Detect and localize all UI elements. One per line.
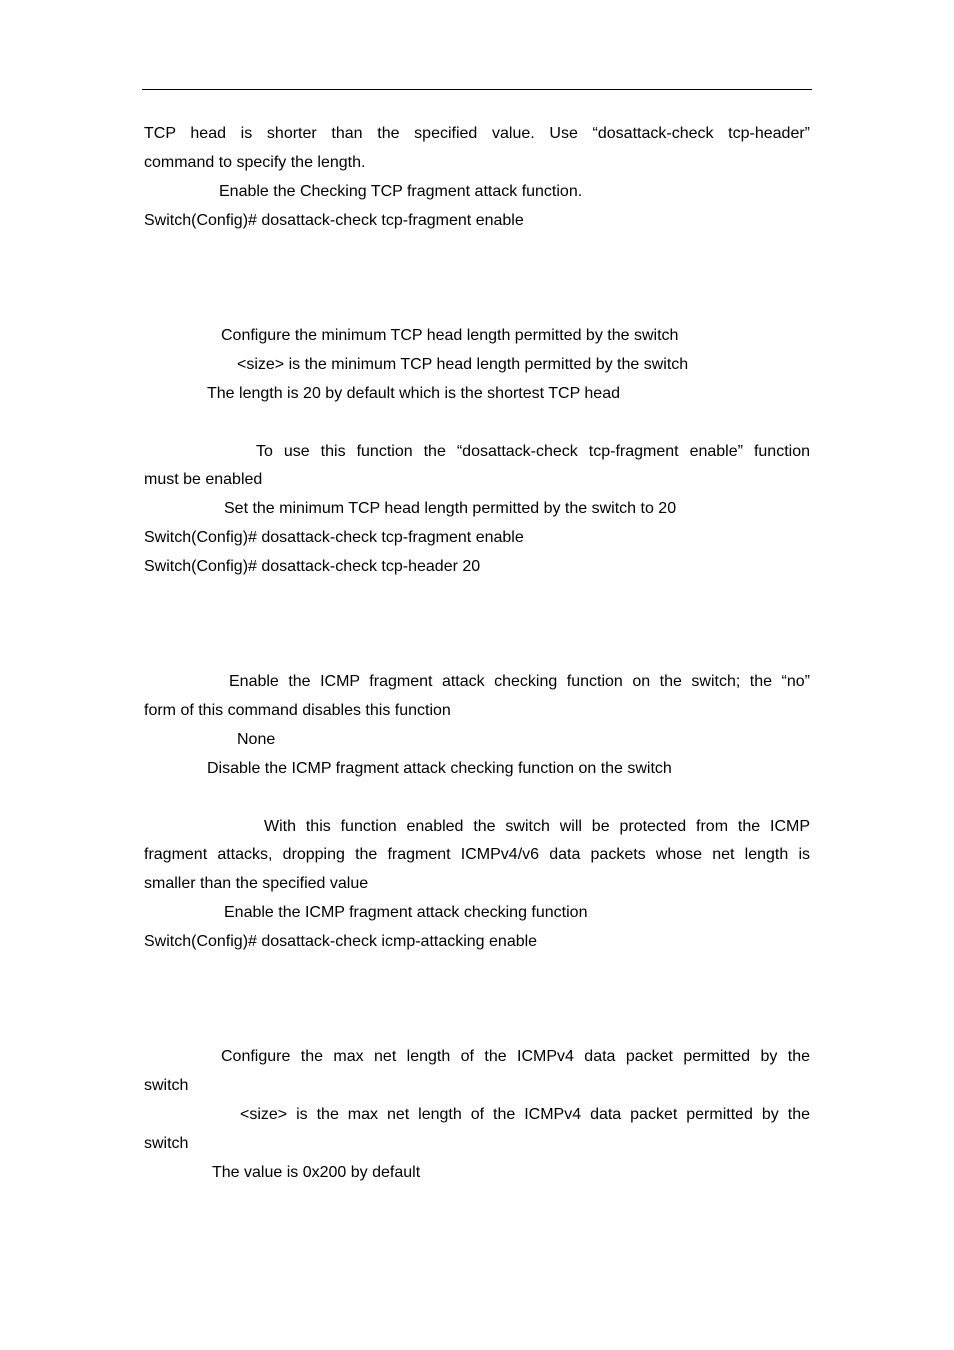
s2-default: The length is 20 by default which is the shortest TCP head [207, 385, 620, 402]
s2-example-text: Set the minimum TCP head length permitted by the switch to 20 [224, 500, 677, 517]
s3-default: Disable the ICMP fragment attack checking function on the switch [207, 760, 672, 777]
s3-example-command: Switch(Config)# dosattack-check icmp-attacking enable [144, 933, 538, 950]
s1-example-command: Switch(Config)# dosattack-check tcp-fragment enable [144, 212, 524, 229]
s1-description-line2: command to specify the length. [144, 154, 366, 171]
s1-description-line1: TCP head is shorter than the specified value. Use “dosattack-check tcp-header” [144, 125, 810, 142]
s3-usage-line2: fragment attacks, dropping the fragment ICMPv4/v6 data packets whose net length is [144, 846, 810, 863]
s3-example-text: Enable the ICMP fragment attack checking function [224, 904, 588, 921]
s2-function: Configure the minimum TCP head length permitted by the switch [221, 327, 679, 344]
s3-usage-line3: smaller than the specified value [144, 875, 369, 892]
s3-parameter: None [237, 731, 276, 748]
s2-example-command1: Switch(Config)# dosattack-check tcp-fragment enable [144, 529, 524, 546]
s4-function-line2: switch [144, 1077, 189, 1094]
header-rule [142, 89, 812, 90]
s2-usage-line2: must be enabled [144, 471, 263, 488]
s2-example-command2: Switch(Config)# dosattack-check tcp-header 20 [144, 558, 481, 575]
s1-example-text: Enable the Checking TCP fragment attack function. [219, 183, 583, 200]
s4-parameter-line2: switch [144, 1135, 189, 1152]
s4-default: The value is 0x200 by default [212, 1164, 421, 1181]
s2-usage-line1: To use this function the “dosattack-check tcp-fragment enable” function [256, 443, 810, 460]
s3-function-line2: form of this command disables this function [144, 702, 451, 719]
s4-function-line1: Configure the max net length of the ICMPv4 data packet permitted by the [221, 1048, 810, 1065]
s4-parameter-line1: <size> is the max net length of the ICMPv4 data packet permitted by the [240, 1106, 810, 1123]
s2-parameter: <size> is the minimum TCP head length permitted by the switch [237, 356, 689, 373]
s3-function-line1: Enable the ICMP fragment attack checking function on the switch; the “no” [229, 673, 810, 690]
s3-usage-line1: With this function enabled the switch will be protected from the ICMP [264, 818, 810, 835]
